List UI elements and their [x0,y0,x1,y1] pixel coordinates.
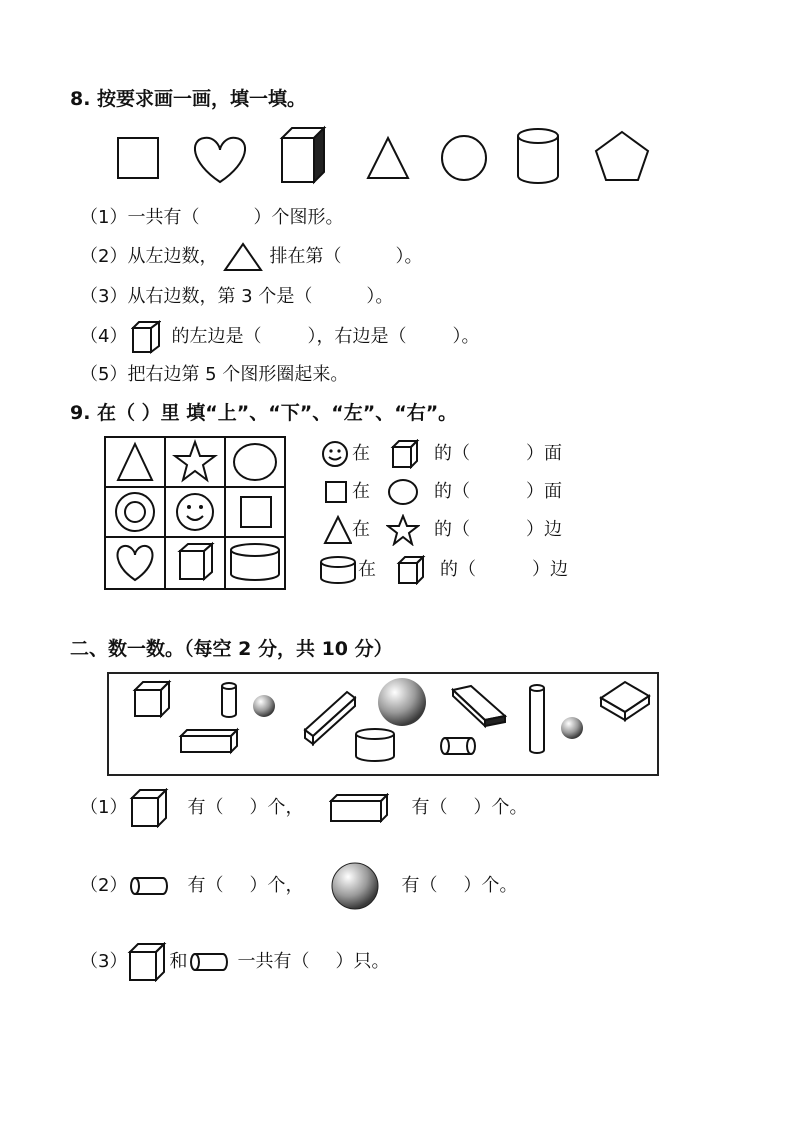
cube-icon [127,942,167,982]
pentagon-icon [596,132,648,180]
sec2-item-2: （2） 有（ ）个， 有（ ）个。 [80,862,517,910]
square-icon [118,138,158,178]
sec2-item-1: （1） 有（ ）个， 有（ ）个。 [80,788,527,828]
q9-title: 9. 在（ ）里 填“上”、“下”、“左”、“右”。 [70,402,458,424]
q9-row-1: 在 的（ ）面 [318,437,562,471]
cylinder-icon [518,129,558,183]
cube-icon [396,555,426,585]
circle-icon [386,477,420,507]
cube-icon [129,788,169,828]
cylinder-icon [356,729,394,761]
q8-item-1: （1）一共有（ ）个图形。 [80,207,344,228]
cylinder-icon [318,555,358,585]
circle-icon [234,444,276,480]
cuboid-icon [305,692,355,744]
cuboid-icon [329,793,389,823]
sphere-icon [561,717,583,739]
sphere-icon [378,678,426,726]
star-icon [175,442,215,480]
ring-icon [116,493,154,531]
q9-row-2: 在 的（ ）面 [318,475,562,509]
smiley-icon [177,494,213,530]
q9-shape-grid [104,436,286,590]
cube-icon [131,320,161,354]
cylinder-icon [189,950,229,974]
q8-item-3: （3）从右边数，第 3 个是（ ）。 [80,286,394,307]
heart-icon [118,546,153,580]
circle-icon [442,136,486,180]
q9-row-4: 在 的（ ）边 [318,553,568,587]
sec2-item-3: （3） 和 一共有（ ）只。 [80,942,389,982]
star-icon [386,514,420,546]
cube-icon [390,439,420,469]
cube-icon [135,682,169,716]
q8-item-2: （2）从左边数， 排在第（ ）。 [80,242,422,272]
cylinder-icon [222,683,236,717]
q8-title: 8. 按要求画一画，填一填。 [70,88,307,110]
cuboid-icon [453,686,505,726]
triangle-icon [118,444,152,480]
q8-shape-row [110,124,670,188]
triangle-icon [223,242,263,272]
q8-item-5: （5）把右边第 5 个图形圈起来。 [80,364,349,385]
cylinder-icon [129,874,169,898]
smiley-icon [318,439,352,469]
cylinder-icon [530,685,544,753]
q9-row-3: 在 的（ ）边 [318,513,562,547]
square-icon [241,497,271,527]
heart-icon [195,138,245,182]
cube-icon [282,128,324,182]
section2-title: 二、数一数。（每空 2 分，共 10 分） [70,638,393,660]
cube-icon [180,544,212,579]
cuboid-icon [181,730,237,752]
cube-icon [601,682,649,720]
cylinder-icon [231,544,279,580]
triangle-icon [318,514,352,546]
cylinder-icon [441,738,475,754]
square-icon [318,477,352,507]
solids-collection [109,674,657,774]
triangle-icon [368,138,408,178]
sphere-icon [253,695,275,717]
q8-item-4: （4） 的左边是（ ），右边是（ ）。 [80,320,479,350]
sphere-icon [329,862,381,910]
